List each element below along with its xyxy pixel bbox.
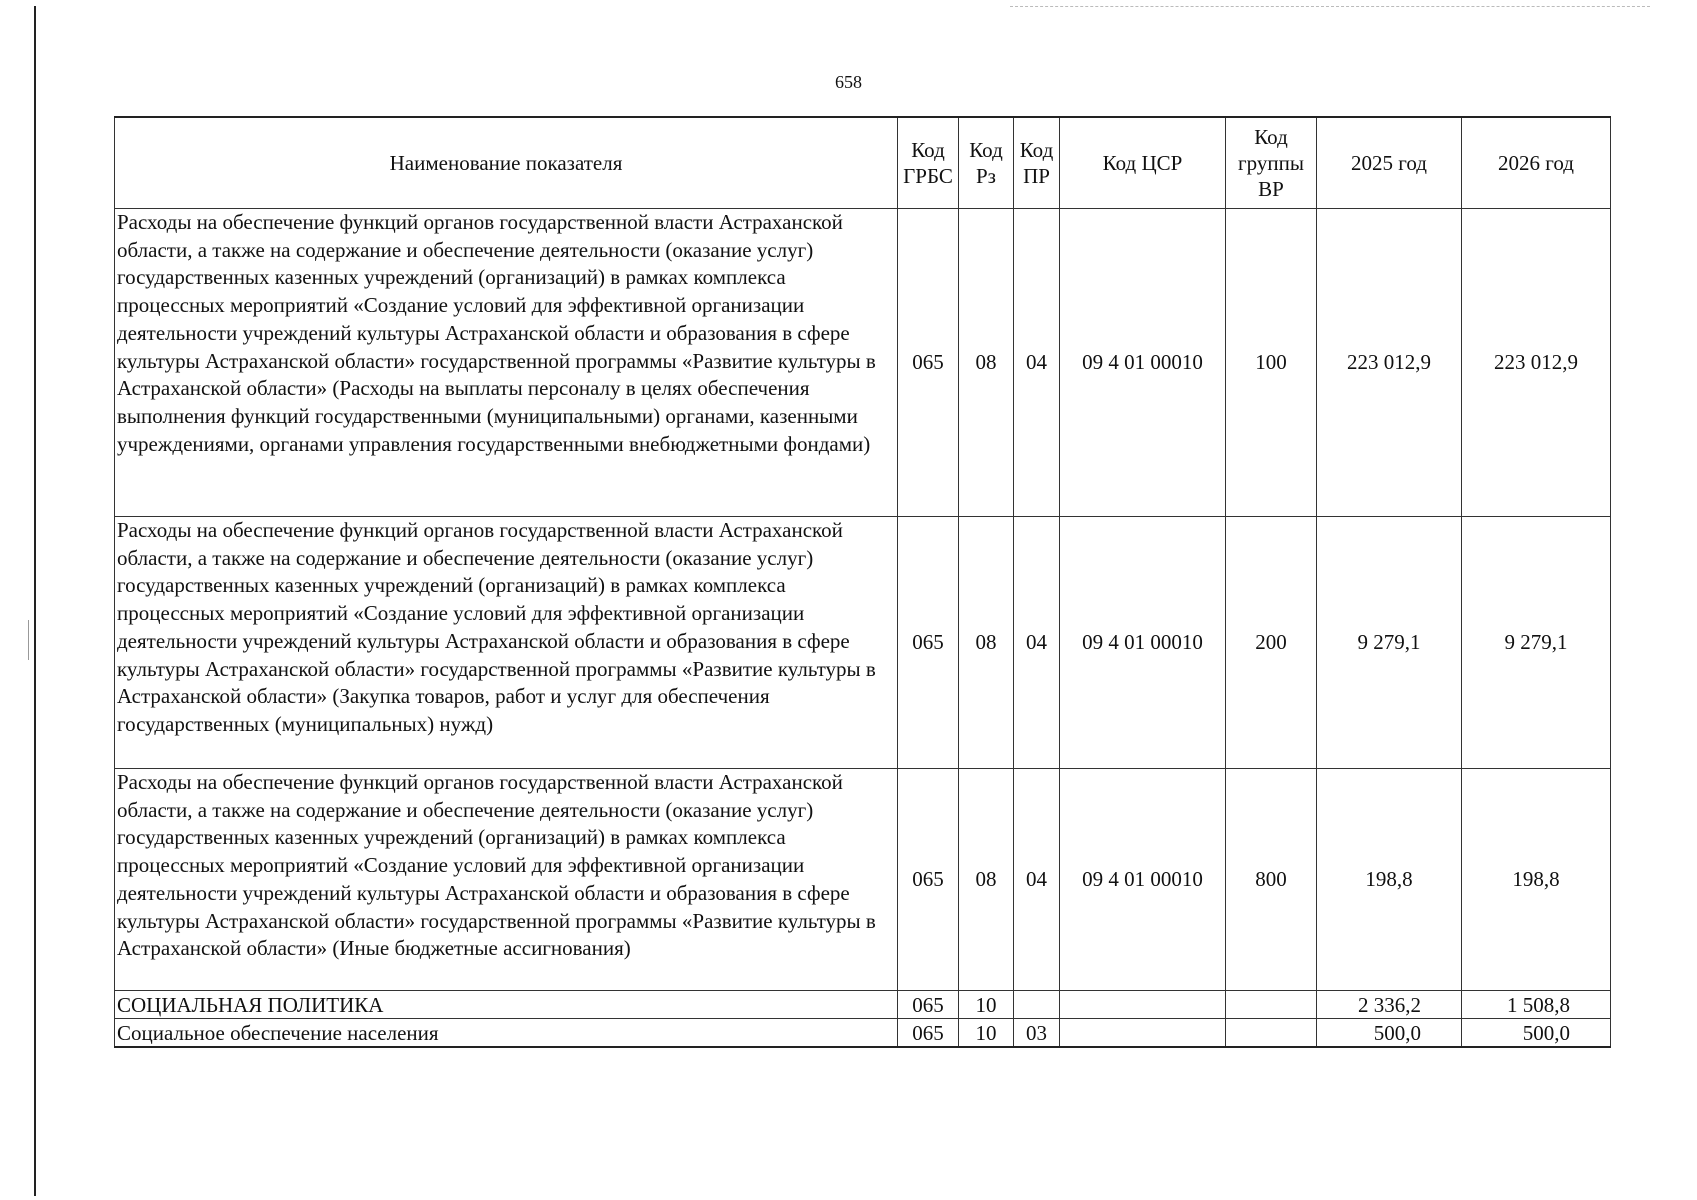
row-2026: 198,8 [1462, 769, 1611, 991]
header-grbs: Код ГРБС [898, 117, 959, 209]
row-2025: 223 012,9 [1317, 209, 1462, 517]
row-csr: 09 4 01 00010 [1060, 517, 1226, 769]
table-row [115, 209, 1611, 517]
row-vr: 100 [1226, 209, 1317, 517]
row-2026: 9 279,1 [1462, 517, 1611, 769]
row-vr: 200 [1226, 517, 1317, 769]
row-pr: 04 [1014, 517, 1060, 769]
header-pr: Код ПР [1014, 117, 1060, 209]
row-2026: 223 012,9 [1462, 209, 1611, 517]
row-pr: 03 [1014, 1019, 1060, 1048]
row-pr [1014, 991, 1060, 1019]
table-row [115, 517, 1611, 769]
header-rz: Код Рз [959, 117, 1014, 209]
row-2025: 2 336,2 [1317, 991, 1462, 1019]
row-rz: 10 [959, 991, 1014, 1019]
row-2025: 500,0 [1317, 1019, 1462, 1048]
row-name: Расходы на обеспечение функций органов государственной власти Астраханской области, а также на содержание и обеспечение деятельности (оказание услуг) государственных казенных учреждений (организаций) в рамках комплекса процессных мероприятий «Создание условий для эффективной организации деятельности учреждений культуры Астраханской области и образования в сфере культуры Астраханской области» государственной программы «Развитие культуры в Астраханской области» (Расходы на выплаты персоналу в целях обеспечения выполнения функций государственными (муниципальными) органами, казенными учреждениями, органами управления государственными внебюджетными фондами) [115, 209, 898, 517]
header-2026: 2026 год [1462, 117, 1611, 209]
row-name: Расходы на обеспечение функций органов государственной власти Астраханской области, а также на содержание и обеспечение деятельности (оказание услуг) государственных казенных учреждений (организаций) в рамках комплекса процессных мероприятий «Создание условий для эффективной организации деятельности учреждений культуры Астраханской области и образования в сфере культуры Астраханской области» государственной программы «Развитие культуры в Астраханской области» (Закупка товаров, работ и услуг для обеспечения государственных (муниципальных) нужд) [115, 517, 898, 769]
row-csr: 09 4 01 00010 [1060, 769, 1226, 991]
header-2025: 2025 год [1317, 117, 1462, 209]
row-grbs: 065 [898, 517, 959, 769]
row-csr [1060, 1019, 1226, 1048]
row-2025: 9 279,1 [1317, 517, 1462, 769]
row-grbs: 065 [898, 769, 959, 991]
row-rz: 08 [959, 769, 1014, 991]
header-csr: Код ЦСР [1060, 117, 1226, 209]
row-grbs: 065 [898, 209, 959, 517]
row-rz: 08 [959, 209, 1014, 517]
row-2025: 198,8 [1317, 769, 1462, 991]
header-name: Наименование показателя [115, 117, 898, 209]
row-2026: 500,0 [1462, 1019, 1611, 1048]
header-row [115, 117, 1611, 209]
row-pr: 04 [1014, 769, 1060, 991]
row-name: СОЦИАЛЬНАЯ ПОЛИТИКА [115, 991, 898, 1019]
row-name: Социальное обеспечение населения [115, 1019, 898, 1048]
scan-speck [28, 620, 29, 660]
row-vr [1226, 991, 1317, 1019]
row-grbs: 065 [898, 1019, 959, 1048]
table-row [115, 1019, 1611, 1048]
row-2026: 1 508,8 [1462, 991, 1611, 1019]
scan-edge-left [34, 6, 36, 1196]
row-vr [1226, 1019, 1317, 1048]
page-number: 658 [835, 72, 862, 92]
row-csr [1060, 991, 1226, 1019]
header-vr: Код группы ВР [1226, 117, 1317, 209]
row-pr: 04 [1014, 209, 1060, 517]
table-row [115, 991, 1611, 1019]
budget-table [114, 116, 1611, 1048]
row-rz: 08 [959, 517, 1014, 769]
row-rz: 10 [959, 1019, 1014, 1048]
row-name: Расходы на обеспечение функций органов государственной власти Астраханской области, а также на содержание и обеспечение деятельности (оказание услуг) государственных казенных учреждений (организаций) в рамках комплекса процессных мероприятий «Создание условий для эффективной организации деятельности учреждений культуры Астраханской области и образования в сфере культуры Астраханской области» государственной программы «Развитие культуры в Астраханской области» (Иные бюджетные ассигнования) [115, 769, 898, 991]
row-vr: 800 [1226, 769, 1317, 991]
row-grbs: 065 [898, 991, 959, 1019]
scan-edge-top [1010, 6, 1650, 8]
row-csr: 09 4 01 00010 [1060, 209, 1226, 517]
table-row [115, 769, 1611, 991]
